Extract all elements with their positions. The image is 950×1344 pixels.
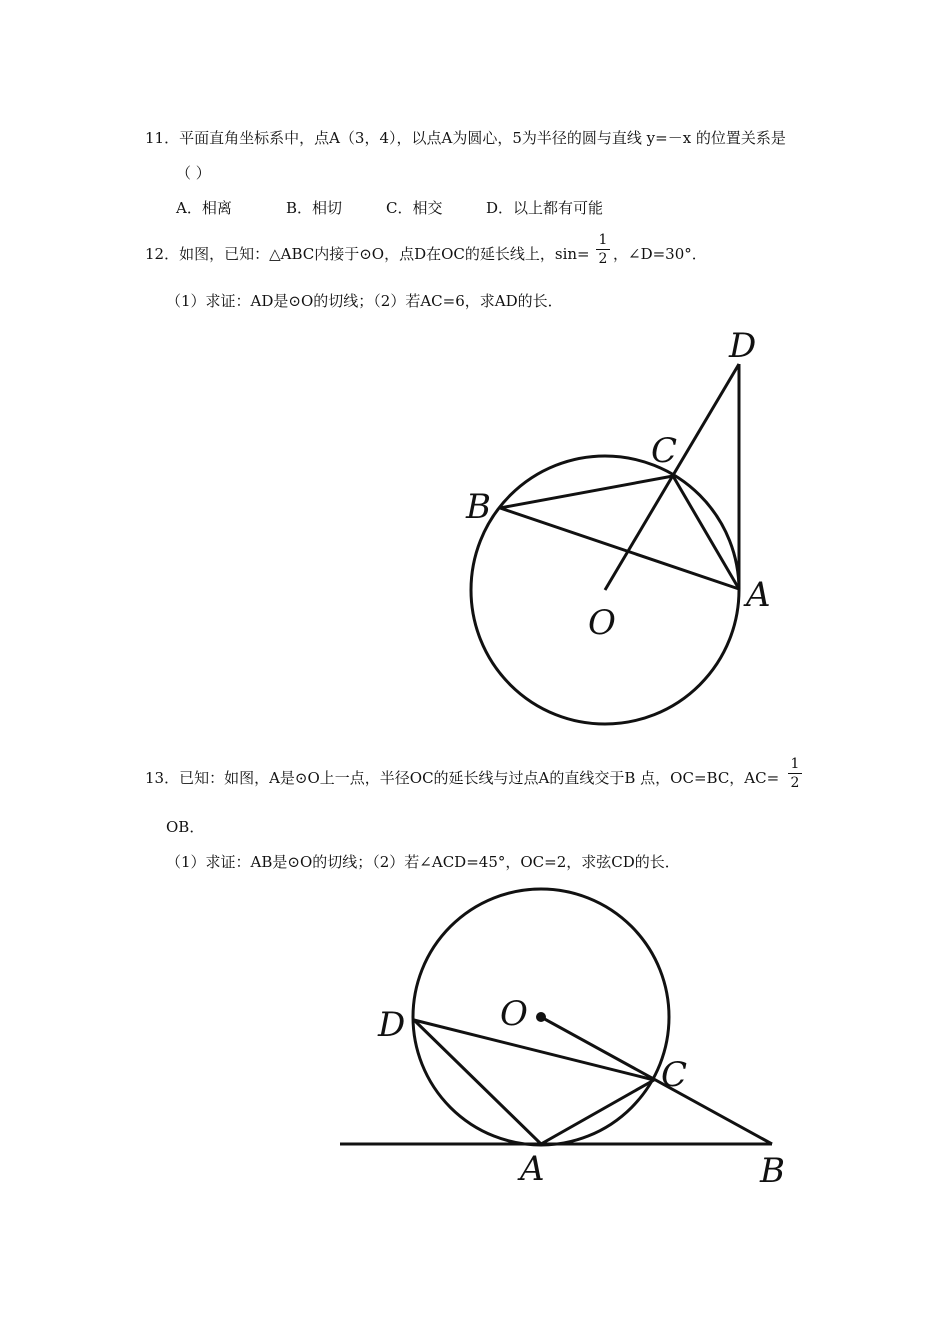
q12-parts: （1）求证：AD是⊙O的切线；（2）若AC=6，求AD的长． — [166, 292, 563, 310]
q13-fraction-numerator: 1 — [790, 756, 800, 772]
q13-parts: （1）求证：AB是⊙O的切线；（2）若∠ACD=45°，OC=2，求弦CD的长． — [166, 853, 680, 871]
q13-stem-end: OB． — [166, 818, 205, 836]
q11-option-a: A．相离 — [176, 199, 232, 217]
q11-option-d: D．以上都有可能 — [486, 199, 604, 217]
q13-stem: 13．已知：如图，A是⊙O上一点，半径OC的延长线与过点A的直线交于B 点，OC=BC，AC= — [145, 769, 780, 787]
q13-segment-DC — [414, 1020, 654, 1080]
q13-segment-DA — [414, 1020, 541, 1144]
q12-label-C: C — [651, 431, 678, 471]
q12-fraction-numerator: 1 — [598, 232, 608, 248]
q11-option-b: B．相切 — [286, 199, 343, 217]
q13-fraction-denominator: 2 — [790, 775, 800, 791]
q12-stem: 12．如图，已知：△ABC内接于⊙O，点D在OC的延长线上，sin= — [145, 245, 590, 263]
q13-fraction-bar — [788, 773, 802, 774]
q11-option-c: C．相交 — [386, 199, 443, 217]
q13-fraction — [788, 756, 802, 791]
q12-label-D: D — [729, 326, 757, 366]
q13-label-A: A — [520, 1149, 545, 1189]
q11-answer-paren: （ ） — [176, 164, 211, 182]
q13-label-O: O — [500, 994, 528, 1034]
q11-stem: 11．平面直角坐标系中，点A（3，4），以点A为圆心，5为半径的圆与直线 y=－x 的位置关系是 — [145, 129, 786, 147]
q12-segment-BA — [500, 508, 739, 589]
q12-stem-end: ，∠D=30°． — [613, 245, 707, 263]
q13-segment-AC — [541, 1080, 654, 1144]
q12-label-A: A — [746, 575, 771, 615]
q12-label-B: B — [466, 487, 491, 527]
q12-label-O: O — [588, 603, 616, 643]
q13-label-D: D — [378, 1005, 406, 1045]
q13-center-dot — [536, 1012, 546, 1022]
q13-label-B: B — [760, 1151, 785, 1191]
q12-fraction-denominator: 2 — [598, 251, 608, 267]
q13-label-C: C — [661, 1055, 688, 1095]
q12-segment-CA — [673, 476, 739, 589]
